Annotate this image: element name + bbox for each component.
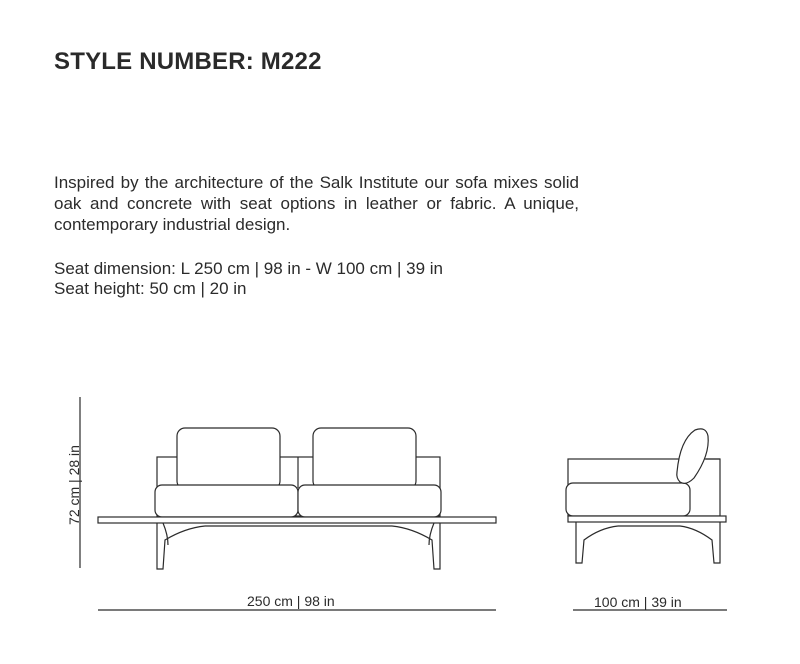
side-width-dimension-label: 100 cm | 39 in [594,594,682,610]
front-width-dimension-label: 250 cm | 98 in [247,593,335,609]
side-leg-right [680,522,720,563]
front-leg-left [157,523,205,569]
front-back-cushion-left [177,428,280,489]
side-base-slab [568,516,726,522]
front-leg-right [392,523,440,569]
seat-height-text: Seat height: 50 cm | 20 in [54,279,247,298]
sofa-side-view [566,429,726,563]
side-leg-left [576,522,618,563]
front-back-cushion-right [313,428,416,489]
height-dimension-label: 72 cm | 28 in [66,445,82,525]
side-seat-cushion [566,483,690,516]
seat-dimension-text: Seat dimension: L 250 cm | 98 in - W 100 cm | 39 in [54,259,443,278]
front-seat-cushion-left [155,485,298,517]
style-number-title: STYLE NUMBER: M222 [54,48,322,75]
front-seat-cushion-right [298,485,441,517]
sofa-front-view [98,428,496,569]
front-base-slab [98,517,496,523]
product-description: Inspired by the architecture of the Salk Institute our sofa mixes solid oak and concrete with seat options in leather or fabric. A unique, contemporary industrial design. [54,173,579,234]
front-leg-left-inner [163,523,168,545]
front-leg-right-inner [429,523,434,545]
side-back-cushion [677,429,708,483]
